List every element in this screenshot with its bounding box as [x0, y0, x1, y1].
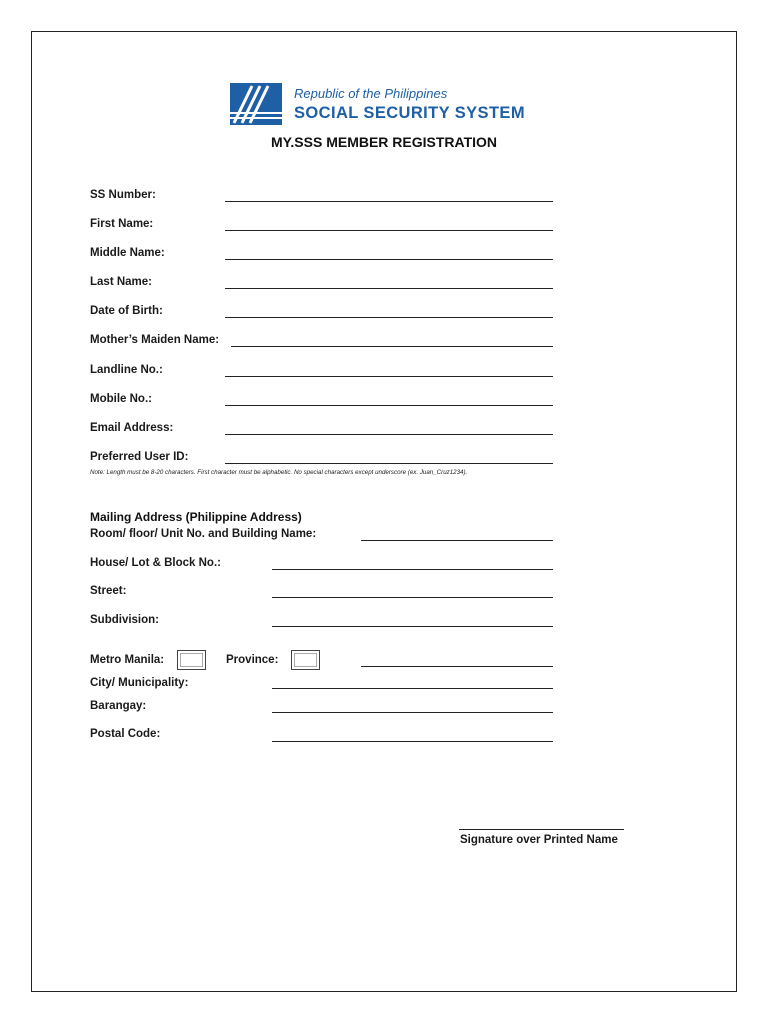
street-label: Street: — [90, 585, 127, 597]
middle-name-label: Middle Name: — [90, 247, 165, 259]
mailing-address-heading: Mailing Address (Philippine Address) — [90, 510, 302, 524]
email-label: Email Address: — [90, 422, 174, 434]
ss-number-field[interactable] — [225, 201, 553, 202]
province-label: Province: — [226, 654, 279, 666]
last-name-label: Last Name: — [90, 276, 152, 288]
date-of-birth-label: Date of Birth: — [90, 305, 163, 317]
metro-manila-label: Metro Manila: — [90, 654, 165, 666]
postal-code-field[interactable] — [272, 741, 553, 742]
city-municipality-label: City/ Municipality: — [90, 677, 189, 689]
last-name-field[interactable] — [225, 288, 553, 289]
province-field[interactable] — [361, 666, 553, 667]
date-of-birth-field[interactable] — [225, 317, 553, 318]
preferred-user-id-field[interactable] — [225, 463, 553, 464]
barangay-field[interactable] — [272, 712, 553, 713]
province-checkbox[interactable] — [291, 650, 320, 670]
house-lot-label: House/ Lot & Block No.: — [90, 557, 221, 569]
subdivision-field[interactable] — [272, 626, 553, 627]
subdivision-label: Subdivision: — [90, 614, 159, 626]
room-building-field[interactable] — [361, 540, 553, 541]
user-id-note: Note: Length must be 8-20 characters. First character must be alphabetic. No special characters except underscore (ex. Juan_Cruz1234). — [90, 469, 468, 476]
first-name-label: First Name: — [90, 218, 154, 230]
email-field[interactable] — [225, 434, 553, 435]
ss-number-label: SS Number: — [90, 189, 156, 201]
sss-logo-icon — [230, 83, 282, 125]
org-republic-line: Republic of the Philippines — [294, 86, 448, 101]
landline-field[interactable] — [225, 376, 553, 377]
preferred-user-id-label: Preferred User ID: — [90, 451, 189, 463]
house-lot-field[interactable] — [272, 569, 553, 570]
first-name-field[interactable] — [225, 230, 553, 231]
postal-code-label: Postal Code: — [90, 728, 161, 740]
mobile-label: Mobile No.: — [90, 393, 152, 405]
city-municipality-field[interactable] — [272, 688, 553, 689]
middle-name-field[interactable] — [225, 259, 553, 260]
street-field[interactable] — [272, 597, 553, 598]
signature-label: Signature over Printed Name — [460, 834, 618, 846]
mobile-field[interactable] — [225, 405, 553, 406]
mothers-maiden-name-label: Mother’s Maiden Name: — [90, 334, 220, 346]
room-building-label: Room/ floor/ Unit No. and Building Name: — [90, 528, 317, 540]
org-name: SOCIAL SECURITY SYSTEM — [294, 104, 525, 122]
landline-label: Landline No.: — [90, 364, 163, 376]
barangay-label: Barangay: — [90, 700, 147, 712]
signature-line[interactable] — [459, 829, 624, 830]
mothers-maiden-name-field[interactable] — [231, 346, 553, 347]
form-title: MY.SSS MEMBER REGISTRATION — [270, 134, 498, 150]
metro-manila-checkbox[interactable] — [177, 650, 206, 670]
